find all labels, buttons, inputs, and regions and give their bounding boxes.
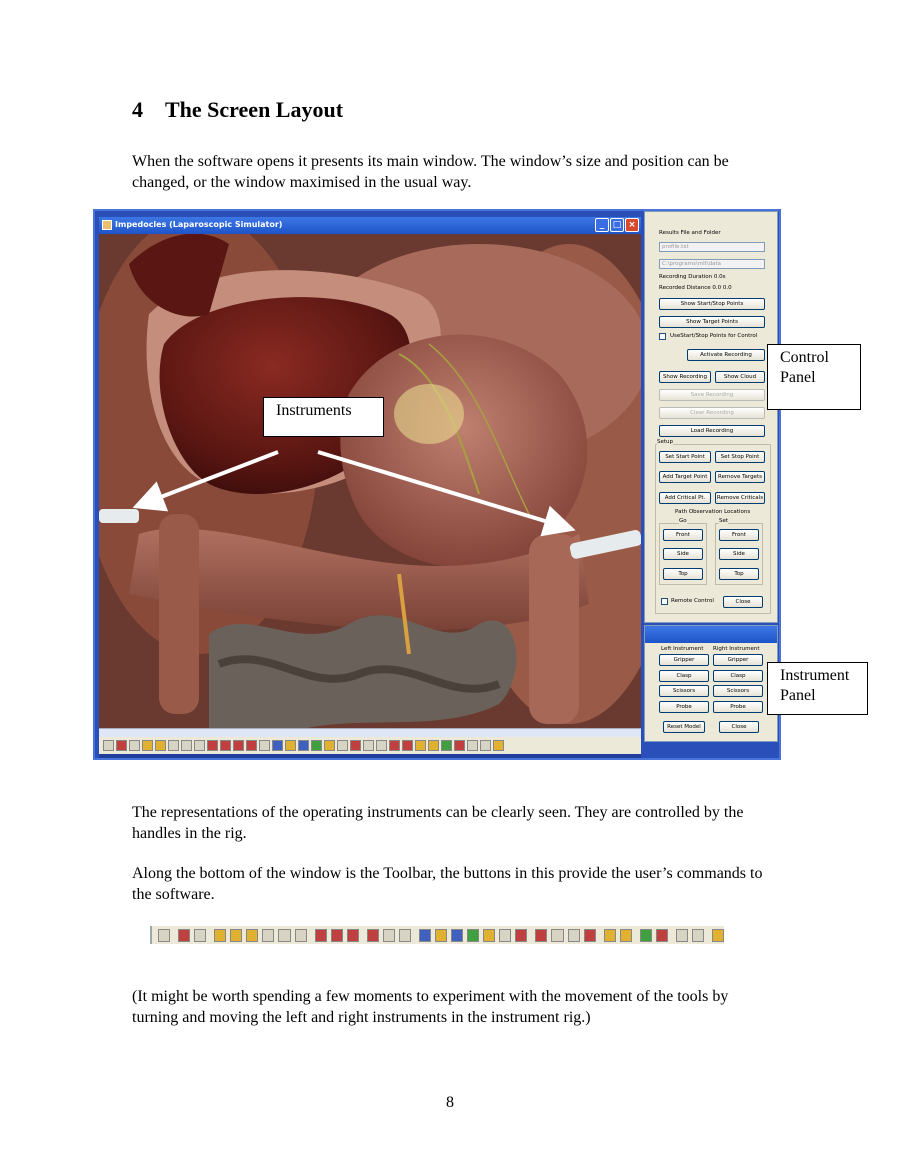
tb-stop-icon[interactable] [246,740,257,751]
experiment-paragraph: (It might be worth spending a few moments to experiment with the movement of the tools by turning and moving the left and right instruments in the instrument rig.) [132,988,729,1026]
toolbar-image [150,926,724,944]
tb-camera-icon[interactable] [480,740,491,751]
set-start-point-button[interactable]: Set Start Point [659,451,711,463]
app-icon [102,220,112,230]
tb-help-icon[interactable] [493,740,504,751]
control-panel [644,211,778,623]
tb-tool2-icon[interactable] [285,740,296,751]
dot-icon [315,929,327,942]
folder-icon [214,929,226,942]
set-side-button[interactable]: Side [719,548,759,560]
tb-f2-icon[interactable] [376,740,387,751]
tb-tool13-icon[interactable] [467,740,478,751]
go-side-button[interactable]: Side [663,548,703,560]
prev-icon [278,929,290,942]
show-recording-button[interactable]: Show Recording [659,371,711,383]
right-probe-button[interactable]: Probe [713,701,763,713]
setup-label: Setup [657,439,674,445]
open-icon [158,929,170,942]
tb-tool7-icon[interactable] [389,740,400,751]
search-icon [262,929,274,942]
recording-duration: Recording Duration 0.0s [659,274,726,280]
left-scissors-button[interactable]: Scissors [659,685,709,697]
control-panel-close-button[interactable]: Close [723,596,763,608]
close-window-button[interactable]: × [625,218,639,232]
set-label: Set [719,518,729,524]
reset-model-button[interactable]: Reset Model [663,721,705,733]
tb-folder-icon[interactable] [142,740,153,751]
page-number: 8 [446,1094,454,1111]
remote-control-checkbox[interactable] [661,598,668,605]
dot2-icon [331,929,343,942]
stop-icon [367,929,379,942]
left-probe-button[interactable]: Probe [659,701,709,713]
window-titlebar [99,217,641,234]
tool12-icon [656,929,668,942]
play-icon [295,929,307,942]
tb-tool12-icon[interactable] [454,740,465,751]
instrument-panel-callout: Instrument Panel [767,662,868,715]
pause-icon [383,929,395,942]
tool9-icon [604,929,616,942]
simulator-window [99,217,641,754]
left-clasp-button[interactable]: Clasp [659,670,709,682]
load-recording-button[interactable]: Load Recording [659,425,765,437]
camera-icon [692,929,704,942]
set-stop-point-button[interactable]: Set Stop Point [715,451,765,463]
tb-play-icon[interactable] [194,740,205,751]
tb-tool11-icon[interactable] [441,740,452,751]
window-title: Impedocles (Laparoscopic Simulator) [115,220,283,229]
instrument-panel [644,625,778,742]
tb-tool5-icon[interactable] [324,740,335,751]
add-target-point-button[interactable]: Add Target Point [659,471,711,483]
horizontal-scrollbar[interactable] [99,728,641,737]
tool10-icon [620,929,632,942]
results-folder-field[interactable]: C:\programs\mlt\data [659,259,765,269]
section-heading [132,97,343,123]
go-front-button[interactable]: Front [663,529,703,541]
left-instrument-label: Left Instrument [661,646,704,652]
tb-tool4-icon[interactable] [311,740,322,751]
right-gripper-button[interactable]: Gripper [713,654,763,666]
go-top-button[interactable]: Top [663,568,703,580]
activate-recording-button[interactable]: Activate Recording [687,349,765,361]
results-file-field[interactable]: profile.txt [659,242,765,252]
instrument-panel-close-button[interactable]: Close [719,721,759,733]
help-icon [712,929,724,942]
tool5-icon [483,929,495,942]
windows-taskbar [99,754,641,760]
tb-tool6-icon[interactable] [350,740,361,751]
control-panel-callout: Control Panel [767,344,861,410]
recorded-distance: Recorded Distance 0.0 0.0 [659,285,732,291]
cut-icon [399,929,411,942]
results-label: Results File and Folder [659,230,721,236]
tool8-icon [584,929,596,942]
tb-folder2-icon[interactable] [155,740,166,751]
tb-square-icon[interactable] [337,740,348,751]
intro-paragraph: When the software opens it presents its main window. The window’s size and position can be changed, or the window maximised in the usual way. [132,153,729,191]
path-observation-label: Path Observation Locations [675,509,751,515]
folder2-icon [230,929,242,942]
tb-f1-icon[interactable] [363,740,374,751]
set-front-button[interactable]: Front [719,529,759,541]
section-title: The Screen Layout [165,97,344,122]
tb-doc-icon[interactable] [129,740,140,751]
tb-tool10-icon[interactable] [428,740,439,751]
tb-open-icon[interactable] [103,740,114,751]
clear-recording-button[interactable]: Clear Recording [659,407,765,419]
tool11-icon [640,929,652,942]
instruments-callout: Instruments [263,397,384,437]
left-gripper-button[interactable]: Gripper [659,654,709,666]
tool6-icon [515,929,527,942]
tb-prev-icon[interactable] [181,740,192,751]
tool-icon [419,929,431,942]
instrument-panel-titlebar [645,626,777,643]
set-top-button[interactable]: Top [719,568,759,580]
tb-tool8-icon[interactable] [402,740,413,751]
folder3-icon [246,929,258,942]
tb-record-icon[interactable] [116,740,127,751]
tb-tool3-icon[interactable] [298,740,309,751]
right-instrument-label: Right Instrument [713,646,760,652]
tb-dot-icon[interactable] [207,740,218,751]
show-start-stop-button[interactable]: Show Start/Stop Points [659,298,765,310]
tb-tool-icon[interactable] [272,740,283,751]
go-label: Go [679,518,687,524]
show-cloud-button[interactable]: Show Cloud [715,371,765,383]
doc-icon [194,929,206,942]
tb-dot3-icon[interactable] [233,740,244,751]
minimize-button[interactable]: _ [595,218,609,232]
3d-surgical-scene[interactable] [99,234,641,730]
right-clasp-button[interactable]: Clasp [713,670,763,682]
remove-targets-button[interactable]: Remove Targets [715,471,765,483]
remove-criticals-button[interactable]: Remove Criticals [715,492,765,504]
toolbar-paragraph: Along the bottom of the window is the Toolbar, the buttons in this provide the user’s commands to the software. [132,865,763,903]
simulator-screenshot [93,209,781,760]
save-recording-button[interactable]: Save Recording [659,389,765,401]
maximize-button[interactable]: □ [610,218,624,232]
record-icon [178,929,190,942]
tool4-icon [467,929,479,942]
dot3-icon [347,929,359,942]
f2-icon [568,929,580,942]
remote-control-label: Remote Control [671,598,714,604]
section-number: 4 [132,97,143,122]
tb-search-icon[interactable] [168,740,179,751]
organ-render [99,234,641,730]
tb-cut-icon[interactable] [259,740,270,751]
tool7-icon [535,929,547,942]
f1-icon [551,929,563,942]
tool3-icon [451,929,463,942]
tb-dot2-icon[interactable] [220,740,231,751]
tool13-icon [676,929,688,942]
tb-tool9-icon[interactable] [415,740,426,751]
add-critical-point-button[interactable]: Add Critical Pt. [659,492,711,504]
use-start-stop-checkbox[interactable] [659,333,666,340]
use-start-stop-label: UseStart/Stop Points for Control [670,333,758,339]
square-icon [499,929,511,942]
show-target-button[interactable]: Show Target Points [659,316,765,328]
instruments-paragraph: The representations of the operating instruments can be clearly seen. They are controlled by the handles in the rig. [132,804,744,842]
right-scissors-button[interactable]: Scissors [713,685,763,697]
tool2-icon [435,929,447,942]
window-toolbar [99,737,641,754]
